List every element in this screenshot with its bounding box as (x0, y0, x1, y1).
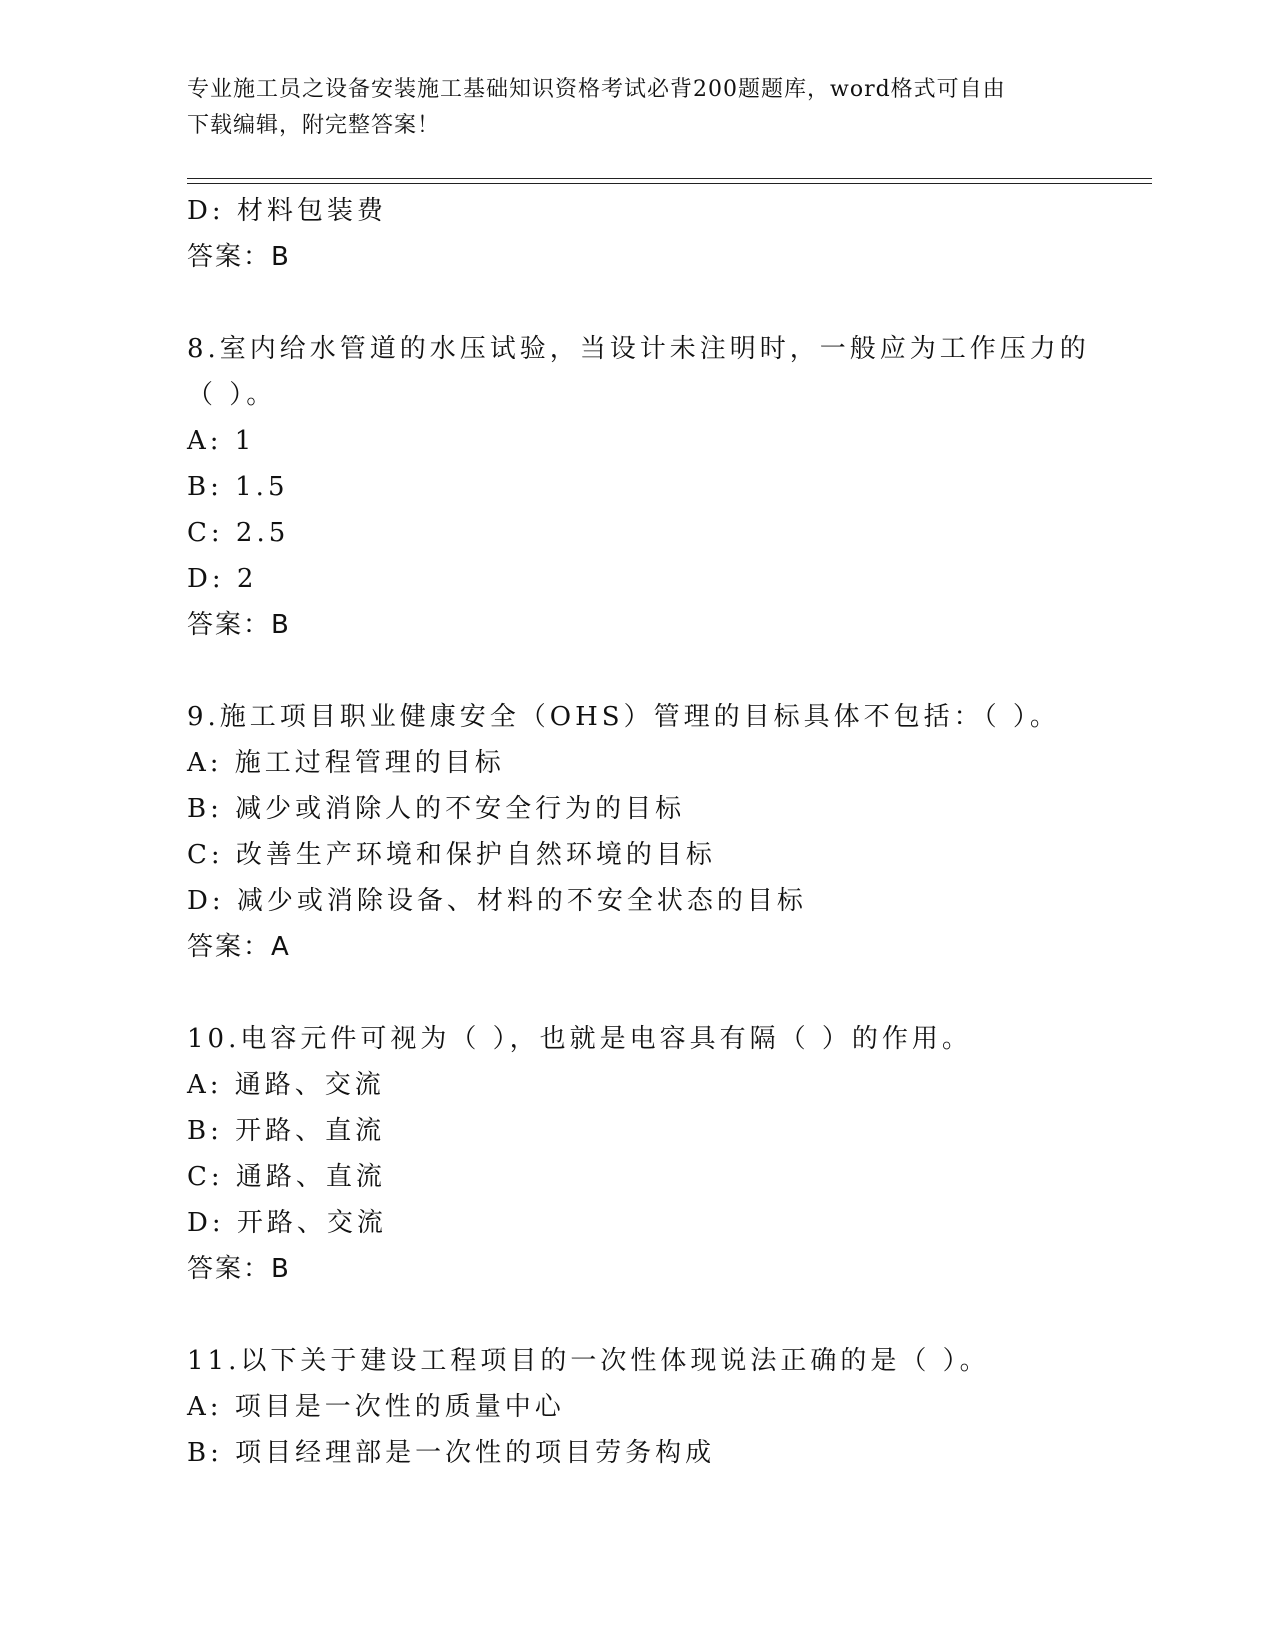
option-d: D: 材料包装费 (187, 196, 387, 226)
document-header (187, 72, 1087, 144)
header-divider-bottom (187, 183, 1152, 184)
spacer (187, 280, 1152, 326)
option-b: B: 减少或消除人的不安全行为的目标 (187, 794, 686, 824)
answer: 答案：B (187, 610, 291, 640)
option-c: C: 改善生产环境和保护自然环境的目标 (187, 840, 716, 870)
question-text: 10.电容元件可视为（ ），也就是电容具有隔（ ）的作用。 (187, 1024, 972, 1054)
question-text: 8.室内给水管道的水压试验，当设计未注明时，一般应为工作压力的 (187, 334, 1090, 364)
option-b: B: 项目经理部是一次性的项目劳务构成 (187, 1438, 716, 1468)
question-11 (187, 1338, 1152, 1476)
option-b: B: 1.5 (187, 472, 289, 502)
option-a: A: 通路、交流 (187, 1070, 385, 1100)
question-list (187, 188, 1152, 1476)
option-a: A: 项目是一次性的质量中心 (187, 1392, 565, 1422)
question-8 (187, 326, 1152, 648)
spacer (187, 1292, 1152, 1338)
question-text: 11.以下关于建设工程项目的一次性体现说法正确的是（ ）。 (187, 1346, 990, 1376)
option-a: A: 1 (187, 426, 256, 456)
option-c: C: 通路、直流 (187, 1162, 386, 1192)
option-b: B: 开路、直流 (187, 1116, 386, 1146)
header-line-2: 下载编辑，附完整答案！ (187, 113, 441, 138)
answer: 答案：B (187, 242, 291, 272)
question-text: 9.施工项目职业健康安全（OHS）管理的目标具体不包括：（ ）。 (187, 702, 1060, 732)
answer: 答案：B (187, 1254, 291, 1284)
option-c: C: 2.5 (187, 518, 290, 548)
header-line-1: 专业施工员之设备安装施工基础知识资格考试必背200题题库，word格式可自由 (187, 77, 1006, 102)
question-10 (187, 1016, 1152, 1292)
question-text-cont: （ ）。 (187, 380, 277, 410)
spacer (187, 970, 1152, 1016)
question-9 (187, 694, 1152, 970)
option-d: D: 2 (187, 564, 258, 594)
answer: 答案：A (187, 932, 291, 962)
header-divider-top (187, 178, 1152, 179)
option-d: D: 开路、交流 (187, 1208, 387, 1238)
option-d: D: 减少或消除设备、材料的不安全状态的目标 (187, 886, 807, 916)
spacer (187, 648, 1152, 694)
option-a: A: 施工过程管理的目标 (187, 748, 505, 778)
